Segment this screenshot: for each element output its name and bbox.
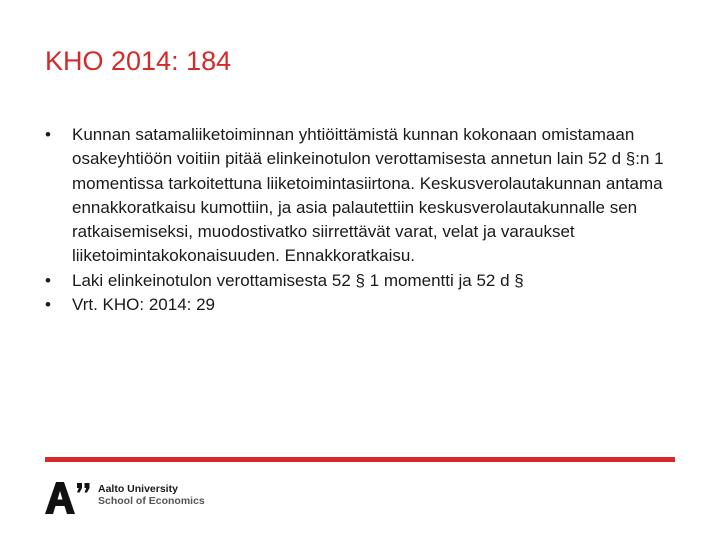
logo-text bbox=[98, 483, 205, 507]
aalto-logo bbox=[45, 480, 225, 516]
logo-school-name: School of Economics bbox=[98, 495, 205, 507]
bullet-marker: • bbox=[45, 125, 51, 144]
aalto-a-logo-icon bbox=[45, 480, 95, 516]
bullet-item bbox=[45, 269, 685, 293]
footer-divider bbox=[45, 457, 675, 462]
bullet-item bbox=[45, 293, 685, 317]
bullet-marker: • bbox=[45, 270, 51, 290]
bullet-list bbox=[45, 123, 685, 317]
bullet-text: Vrt. KHO: 2014: 29 bbox=[72, 295, 215, 315]
bullet-item bbox=[45, 123, 685, 269]
bullet-marker: • bbox=[45, 295, 51, 315]
bullet-text: Kunnan satamaliiketoiminnan yhtiöittämistä kunnan kokonaan omistamaan osakeyhtiöön voitiin pitää elinkeinotulon verottamisesta annetun lain 52 d §:n 1 momentissa tarkoitettuna liiketoimintasiirtona. Keskusverolautakunnan antama ennakkoratkaisu kumottiin, ja asia palautettiin keskusverolautakunnalle sen ratkaisemiseksi, muodostivatko siirrettävät varat, velat ja varaukset liiketoimintakokonaisuuden. Ennakkoratkaisu. bbox=[72, 125, 664, 266]
logo-university-name: Aalto University bbox=[98, 483, 178, 495]
bullet-text: Laki elinkeinotulon verottamisesta 52 § 1 momentti ja 52 d § bbox=[72, 270, 524, 290]
slide-title: KHO 2014: 184 bbox=[45, 46, 232, 76]
